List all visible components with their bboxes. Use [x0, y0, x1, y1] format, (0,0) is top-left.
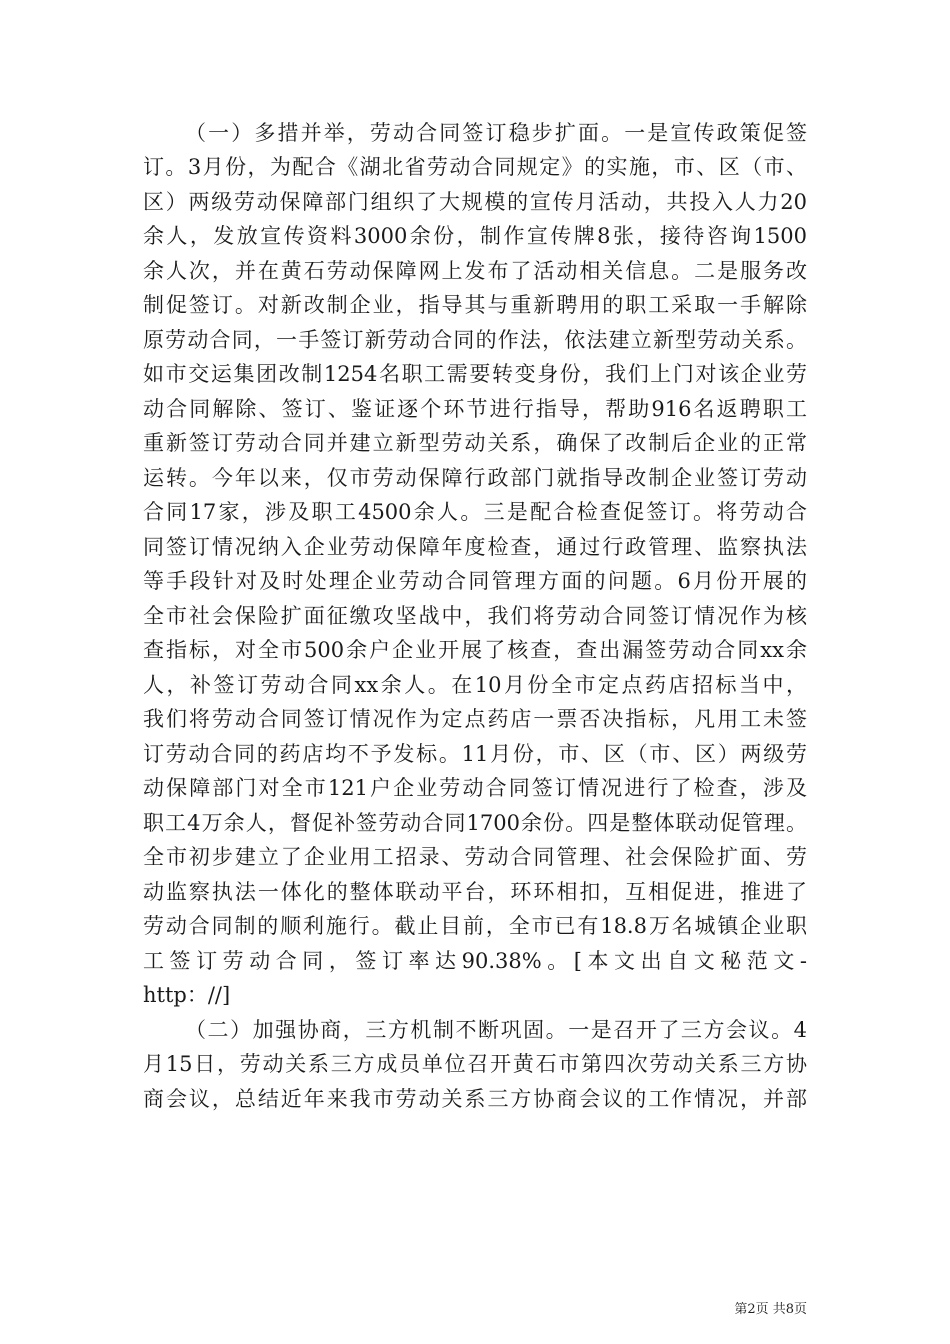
paragraph-1-line-16: 查指标，对全市500余户企业开展了核查，查出漏签劳动合同xx余 — [143, 638, 807, 662]
paragraph-1-line-5: 余人次，并在黄石劳动保障网上发布了活动相关信息。二是服务改 — [143, 259, 807, 283]
paragraph-1-line-26: http：//] — [143, 983, 231, 1007]
paragraph-1-line-11: 运转。今年以来，仅市劳动保障行政部门就指导改制企业签订劳动 — [143, 466, 807, 490]
paragraph-1-line-17: 人，补签订劳动合同xx余人。在10月份全市定点药店招标当中， — [143, 673, 807, 697]
paragraph-1-line-1: （一）多措并举，劳动合同签订稳步扩面。一是宣传政策促签 — [185, 121, 807, 145]
paragraph-1-line-9: 动合同解除、签订、鉴证逐个环节进行指导，帮助916名返聘职工 — [143, 397, 807, 421]
paragraph-2-line-1: （二）加强协商，三方机制不断巩固。一是召开了三方会议。4 — [185, 1018, 807, 1042]
paragraph-1-line-7: 原劳动合同，一手签订新劳动合同的作法，依法建立新型劳动关系。 — [143, 328, 807, 352]
paragraph-1-line-8: 如市交运集团改制1254名职工需要转变身份，我们上门对该企业劳 — [143, 362, 807, 386]
paragraph-1-line-2: 订。3月份，为配合《湖北省劳动合同规定》的实施，市、区（市、 — [143, 155, 807, 179]
paragraph-1-line-18: 我们将劳动合同签订情况作为定点药店一票否决指标，凡用工未签 — [143, 707, 807, 731]
paragraph-1-line-6: 制促签订。对新改制企业，指导其与重新聘用的职工采取一手解除 — [143, 293, 807, 317]
paragraph-1-line-20: 动保障部门对全市121户企业劳动合同签订情况进行了检查，涉及 — [143, 776, 807, 800]
paragraph-1-line-13: 同签订情况纳入企业劳动保障年度检查，通过行政管理、监察执法 — [143, 535, 807, 559]
paragraph-1-line-3: 区）两级劳动保障部门组织了大规模的宣传月活动，共投入人力20 — [143, 190, 807, 214]
paragraph-1-line-19: 订劳动合同的药店均不予发标。11月份，市、区（市、区）两级劳 — [143, 742, 807, 766]
paragraph-1-line-22: 全市初步建立了企业用工招录、劳动合同管理、社会保险扩面、劳 — [143, 845, 807, 869]
paragraph-1-line-10: 重新签订劳动合同并建立新型劳动关系，确保了改制后企业的正常 — [143, 431, 807, 455]
paragraph-1-line-15: 全市社会保险扩面征缴攻坚战中，我们将劳动合同签订情况作为核 — [143, 604, 807, 628]
paragraph-1-line-23: 动监察执法一体化的整体联动平台，环环相扣，互相促进，推进了 — [143, 880, 807, 904]
paragraph-1-line-21: 职工4万余人，督促补签劳动合同1700余份。四是整体联动促管理。 — [143, 811, 807, 835]
page-number-footer: 第2页 共8页 — [734, 1302, 807, 1317]
paragraph-1-line-12: 合同17家，涉及职工4500余人。三是配合检查促签订。将劳动合 — [143, 500, 807, 524]
paragraph-1-line-4: 余人，发放宣传资料3000余份，制作宣传牌8张，接待咨询1500 — [143, 224, 807, 248]
paragraph-2-line-2: 月15日，劳动关系三方成员单位召开黄石市第四次劳动关系三方协 — [143, 1052, 807, 1076]
paragraph-1-line-14: 等手段针对及时处理企业劳动合同管理方面的问题。6月份开展的 — [143, 569, 807, 593]
paragraph-1-line-24: 劳动合同制的顺利施行。截止目前，全市已有18.8万名城镇企业职 — [143, 914, 807, 938]
paragraph-2-line-3: 商会议，总结近年来我市劳动关系三方协商会议的工作情况，并部 — [143, 1087, 807, 1111]
paragraph-1-line-25: 工签订劳动合同，签订率达90.38%。[本文出自文秘范文- — [143, 949, 807, 973]
